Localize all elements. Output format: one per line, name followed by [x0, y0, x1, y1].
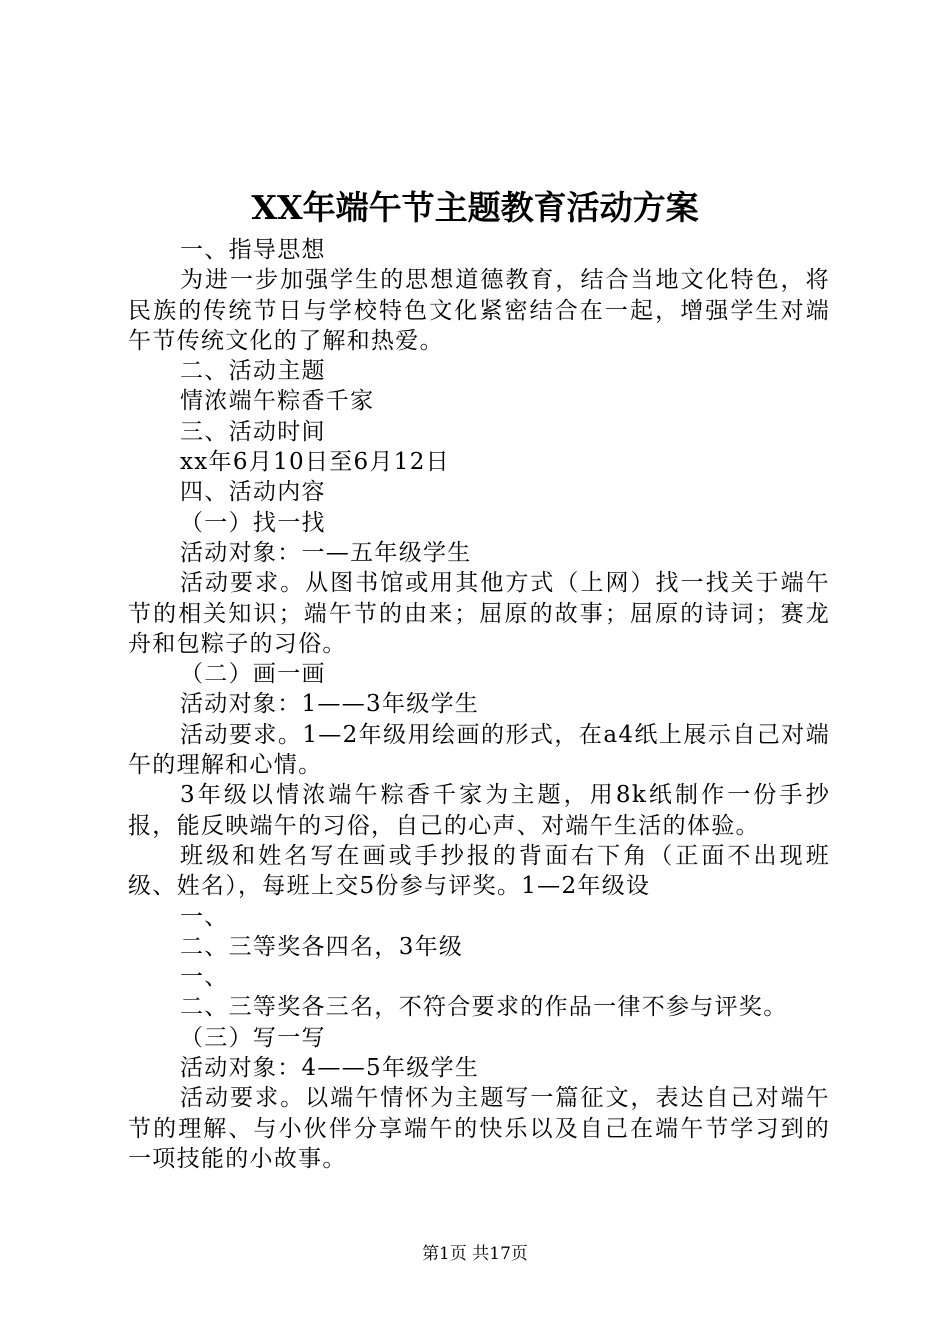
paragraph: （一）找一找: [180, 509, 326, 536]
paragraph: 二、活动主题: [180, 358, 326, 385]
paragraph: 一、: [180, 964, 229, 991]
paragraph: （二）画一画: [180, 661, 326, 688]
paragraph: 二、三等奖各四名，3年级: [180, 933, 464, 960]
paragraph: 活动对象：一—五年级学生: [180, 539, 472, 566]
paragraph: 活动对象：1——3年级学生: [180, 691, 480, 718]
paragraph: 3年级以情浓端午粽香千家为主题，用8k纸制作一份手抄报，能反映端午的习俗，自己的心声、对端午生活的体验。: [128, 782, 830, 839]
document-body: [128, 235, 830, 1174]
paragraph: 三、活动时间: [180, 418, 326, 445]
paragraph: 为进一步加强学生的思想道德教育，结合当地文化特色，将民族的传统节日与学校特色文化紧密结合在一起，增强学生对端午节传统文化的了解和热爱。: [128, 267, 830, 354]
document-title: XX年端午节主题教育活动方案: [251, 188, 699, 227]
paragraph: xx年6月10日至6月12日: [180, 449, 450, 476]
paragraph: 活动要求。1—2年级用绘画的形式，在a4纸上展示自己对端午的理解和心情。: [128, 721, 830, 779]
paragraph: 班级和姓名写在画或手抄报的背面右下角（正面不出现班级、姓名），每班上交5份参与评奖。1—2年级设: [128, 842, 830, 900]
paragraph: 四、活动内容: [180, 479, 326, 506]
paragraph: 活动要求。从图书馆或用其他方式（上网）找一找关于端午节的相关知识；端午节的由来；屈原的故事；屈原的诗词；赛龙舟和包粽子的习俗。: [128, 570, 830, 657]
paragraph: 情浓端午粽香千家: [180, 388, 375, 415]
paragraph: 活动对象：4——5年级学生: [180, 1055, 480, 1082]
paragraph: （三）写一写: [180, 1024, 326, 1051]
paragraph: 一、指导思想: [180, 237, 326, 263]
paragraph: 一、: [180, 903, 229, 930]
paragraph: 二、三等奖各三名，不符合要求的作品一律不参与评奖。: [180, 994, 788, 1021]
paragraph: 活动要求。以端午情怀为主题写一篇征文，表达自己对端午节的理解、与小伙伴分享端午的快乐以及自己在端午节学习到的一项技能的小故事。: [128, 1085, 830, 1172]
page-footer: 第1页 共17页: [422, 1244, 528, 1264]
